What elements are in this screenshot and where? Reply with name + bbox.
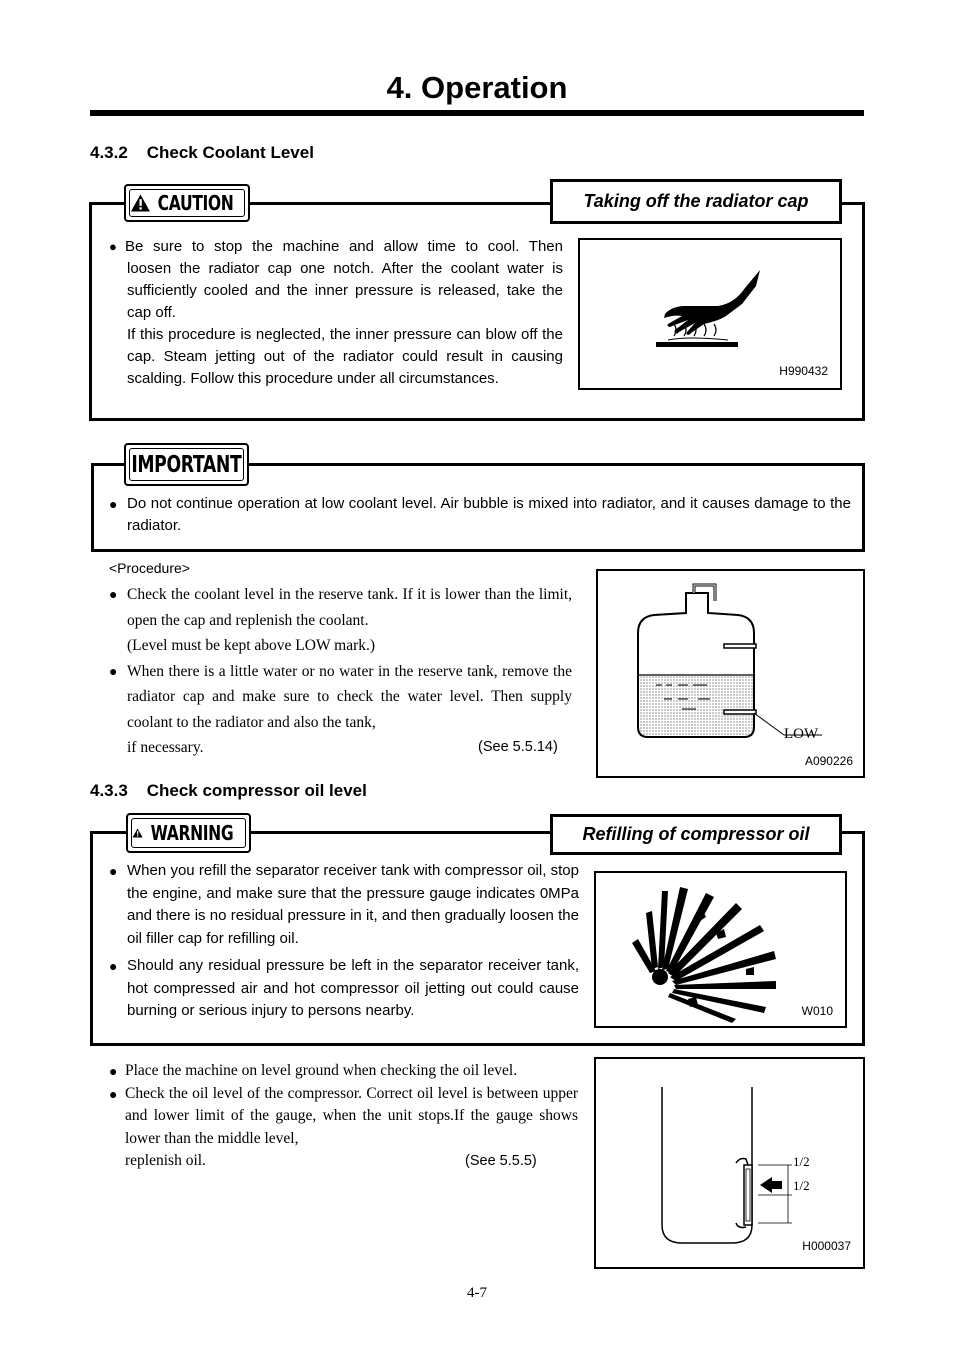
warning-label: WARNING	[150, 821, 234, 845]
warning-triangle-icon	[130, 193, 151, 213]
section-heading-432: 4.3.2 Check Coolant Level	[90, 143, 314, 162]
explosion-figure	[594, 871, 847, 1028]
important-label: IMPORTANT	[131, 451, 242, 478]
half-mark-upper: 1/2	[793, 1154, 810, 1169]
procedure-item-2: When there is a little water or no water in the reserve tank, remove the radiator cap and make sure to check the water level. Then supply coolant to the radiator and also the tank,	[127, 662, 572, 731]
caution-label: CAUTION	[157, 191, 234, 215]
oil-gauge-illustration	[596, 1059, 863, 1267]
warning-item-2: Should any residual pressure be left in the separator receiver tank, hot compressed air and hot compressor oil jetting out could cause burning or serious injury to persons nearby.	[127, 957, 579, 1019]
section-heading-433: 4.3.3 Check compressor oil level	[90, 781, 367, 800]
oil-step-2: Check the oil level of the compressor. Correct oil level is between upper and lower limit of the gauge, when the unit stops.If the gauge shows lower than the middle level,	[125, 1084, 578, 1147]
warning-item-1: When you refill the separator receiver tank with compressor oil, stop the engine, and make sure that the pressure gauge indicates 0MPa and there is no residual pressure in it, and then gradually loosen the oil filler cap for refilling oil.	[127, 862, 579, 947]
figure-code: A090226	[804, 754, 853, 768]
caution-tab-title: Taking off the radiator cap	[550, 179, 842, 224]
bullet-icon: ●	[109, 662, 118, 679]
procedure-list	[109, 582, 572, 761]
oil-step-2-tail: replenish oil.	[125, 1152, 206, 1169]
page-number: 4-7	[467, 1285, 487, 1301]
important-body: Do not continue operation at low coolant level. Air bubble is mixed into radiator, and it causes damage to the radiator.	[127, 495, 851, 534]
procedure-label: <Procedure>	[109, 560, 190, 576]
figure-code: H000037	[802, 1239, 851, 1253]
warning-text	[109, 860, 579, 1023]
figure-code: W010	[801, 1004, 833, 1018]
reserve-tank-figure	[596, 569, 865, 778]
oil-step-1: Place the machine on level ground when checking the oil level.	[125, 1062, 518, 1079]
page-title: 4. Operation	[386, 70, 568, 105]
half-mark-lower: 1/2	[793, 1178, 810, 1193]
oil-gauge-figure	[594, 1057, 865, 1269]
caution-body: loosen the radiator cap one notch. After the coolant water is sufficiently cooled and the inner pressure is released, take the cap off.	[127, 260, 563, 321]
caution-text	[109, 236, 563, 390]
caution-line-1: Be sure to stop the machine and allow time to cool. Then	[125, 238, 563, 255]
bullet-icon: ●	[109, 586, 118, 602]
warning-triangle-icon	[132, 823, 143, 843]
bullet-icon: ●	[109, 239, 117, 254]
title-rule	[90, 110, 864, 116]
important-sign	[124, 443, 249, 486]
procedure-item-1-note: (Level must be kept above LOW mark.)	[127, 637, 376, 654]
cross-reference: (See 5.5.5)	[465, 1153, 537, 1169]
caution-body-2: If this procedure is neglected, the inner pressure can blow off the cap. Steam jetting out of the radiator could result in causing scalding. Follow this procedure under all circumstances.	[127, 326, 563, 387]
important-text	[109, 493, 851, 537]
bullet-icon: ●	[109, 863, 118, 879]
cross-reference: (See 5.5.14)	[478, 739, 558, 755]
bullet-icon: ●	[109, 1063, 118, 1079]
oil-check-list	[109, 1060, 578, 1173]
warning-sign	[126, 813, 251, 853]
procedure-item-2-tail: if necessary.	[127, 739, 204, 756]
bullet-icon: ●	[109, 496, 118, 512]
figure-code: H990432	[779, 364, 828, 378]
bullet-icon: ●	[109, 1085, 118, 1102]
low-mark-label: LOW	[784, 726, 819, 742]
bullet-icon: ●	[109, 958, 118, 974]
warning-tab-title: Refilling of compressor oil	[550, 814, 842, 855]
procedure-item-1: Check the coolant level in the reserve tank. If it is lower than the limit, open the cap and replenish the coolant.	[127, 586, 572, 629]
reserve-tank-illustration	[598, 571, 863, 776]
hand-hot-surface-figure	[578, 238, 842, 390]
caution-sign	[124, 184, 250, 222]
